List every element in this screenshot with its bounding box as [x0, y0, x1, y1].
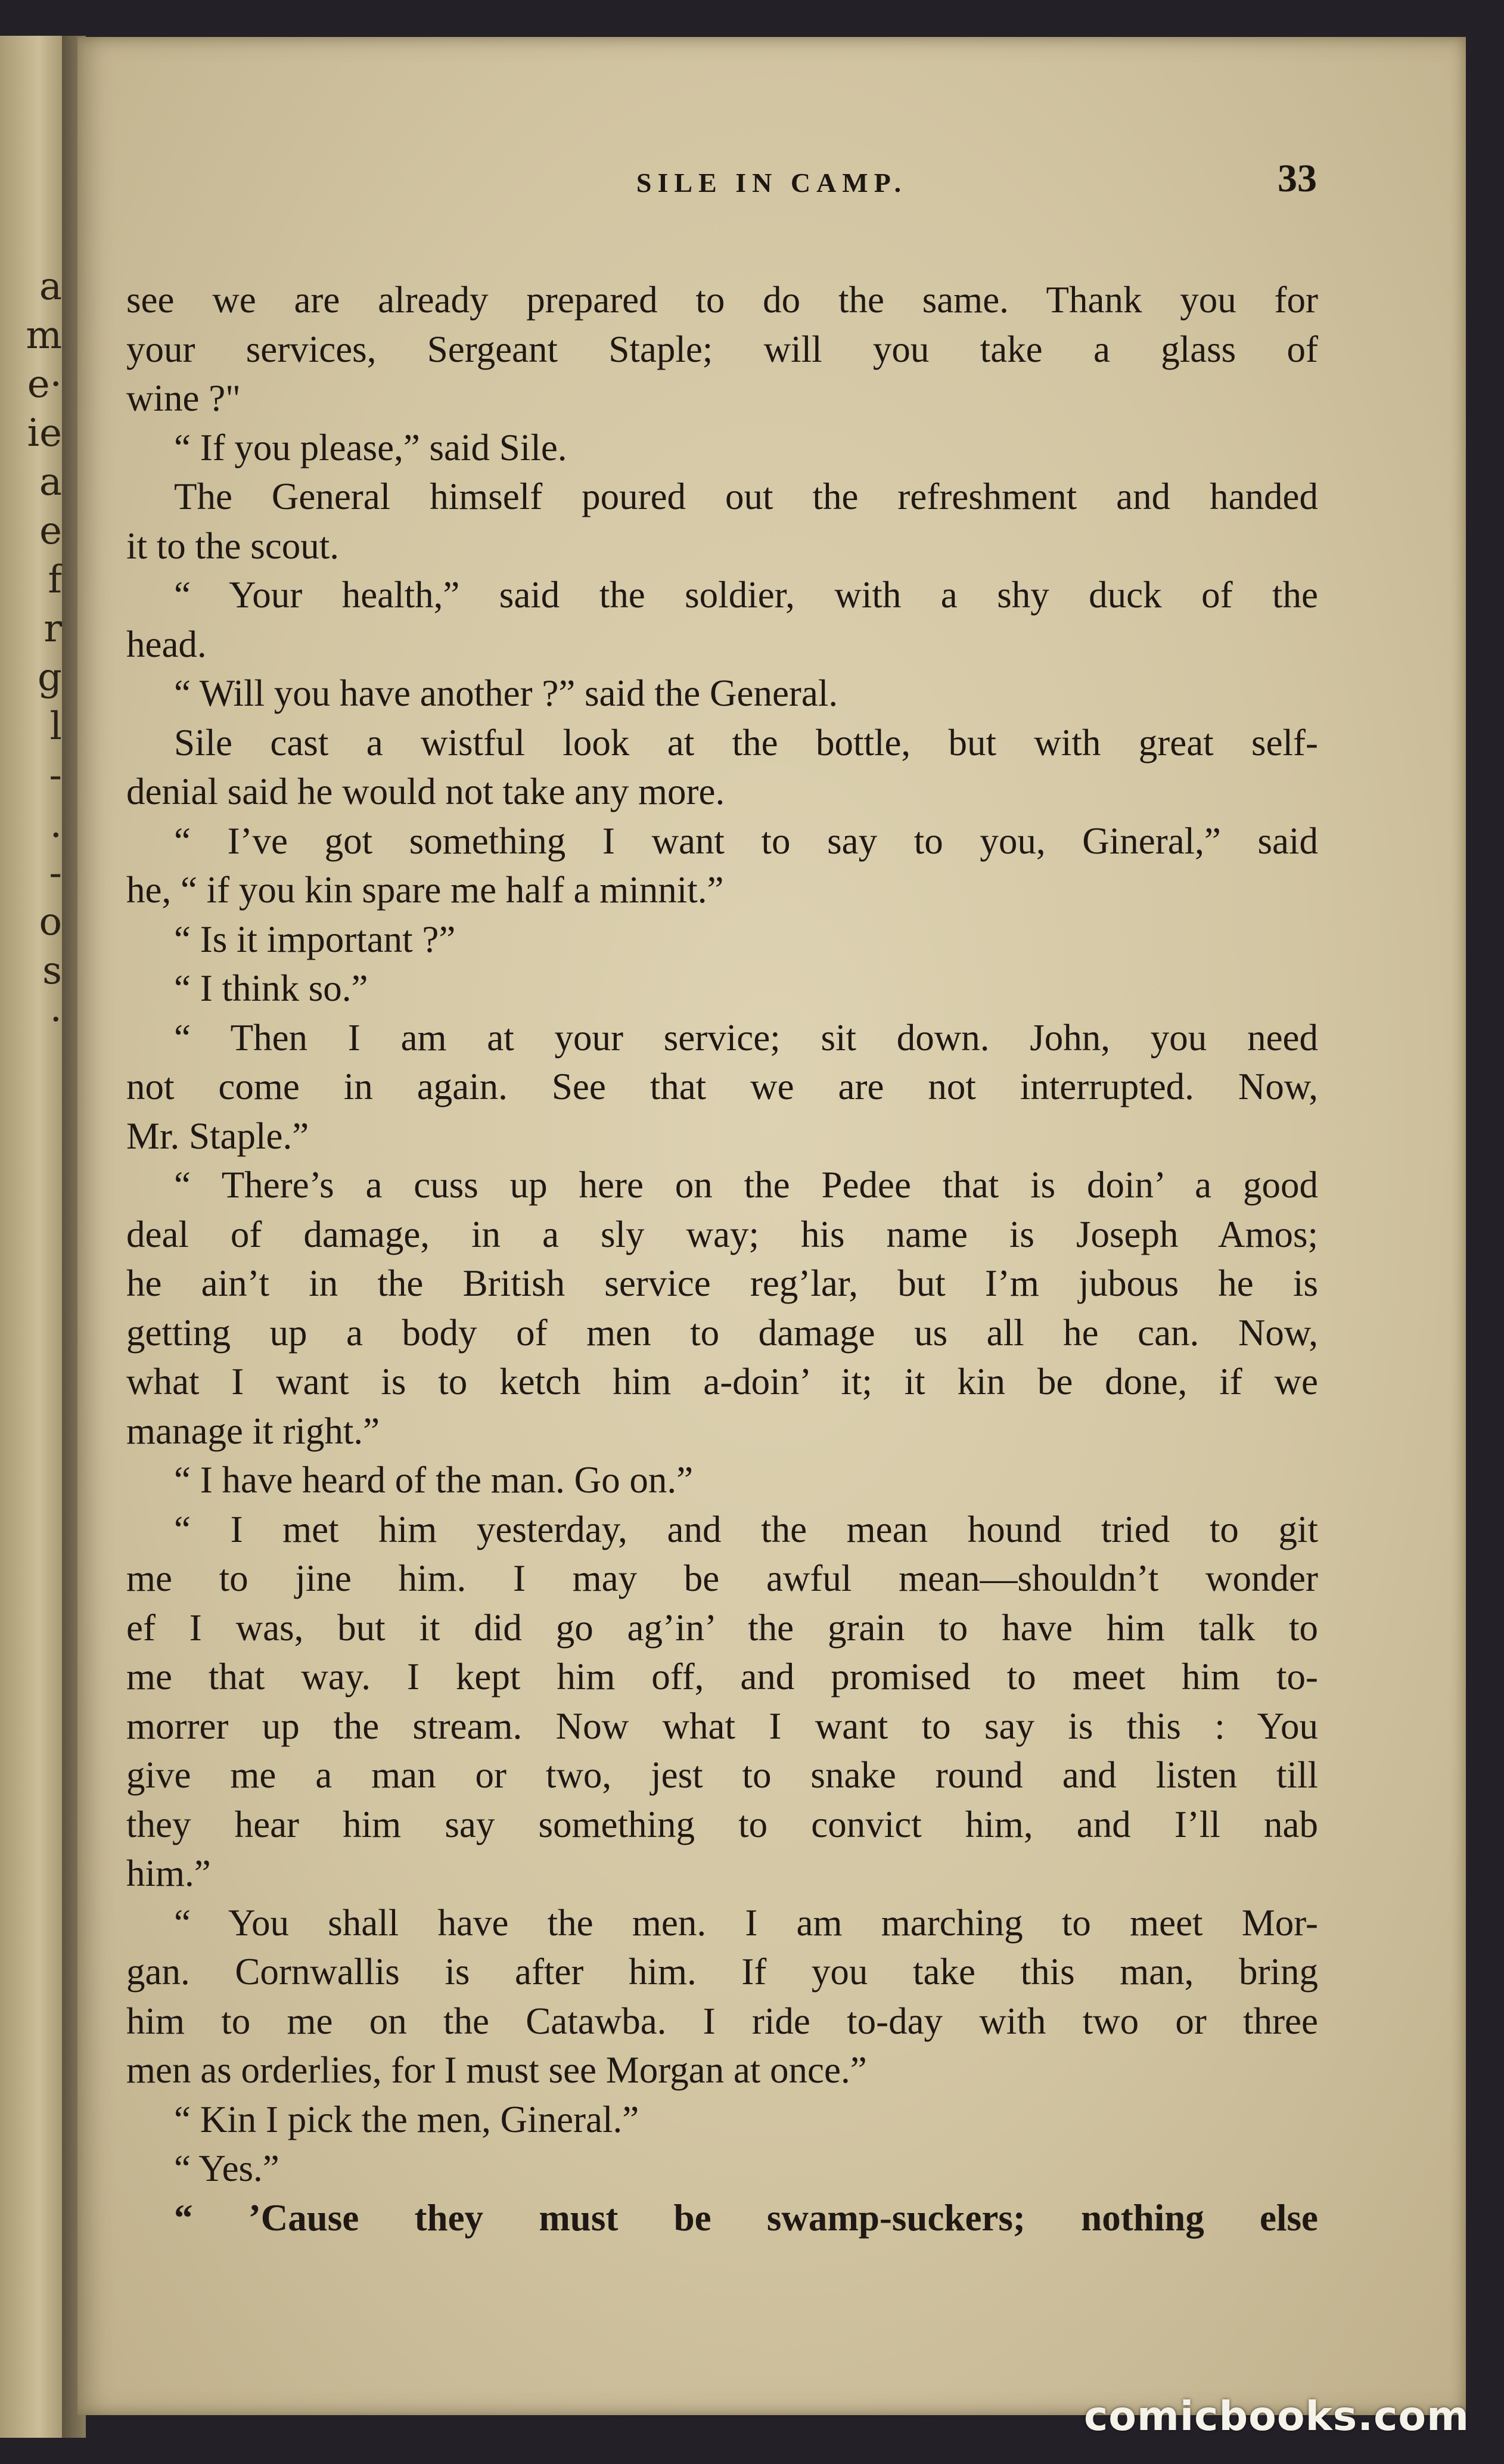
text-line: The General himself poured out the refreshment and handed — [174, 476, 1318, 517]
text-line: ef I was, but it did go ag’in’ the grain to have him talk to — [126, 1606, 1318, 1649]
text-line: “ ’Cause they must be swamp-suckers; nothing else — [174, 2196, 1318, 2239]
previous-page-fragment: - — [49, 753, 62, 797]
text-line: morrer up the stream. Now what I want to say is this : You — [126, 1705, 1318, 1747]
text-line: they hear him say something to convict him, and I’ll nab — [126, 1803, 1318, 1845]
text-line: “ I have heard of the man. Go on.” — [174, 1459, 694, 1501]
previous-page-fragment: a — [39, 460, 62, 504]
text-line: denial said he would not take any more. — [126, 771, 725, 812]
previous-page-text-fragments — [0, 262, 70, 1044]
text-line: he, “ if you kin spare me half a minnit.” — [126, 869, 724, 911]
text-line: manage it right.” — [126, 1410, 380, 1452]
text-line: me to jine him. I may be awful mean—shouldn’t wonder — [126, 1557, 1318, 1599]
previous-page-fragment: e· — [27, 362, 62, 406]
text-line: him.” — [126, 1852, 211, 1894]
text-line: deal of damage, in a sly way; his name is Joseph Amos; — [126, 1213, 1318, 1255]
text-line: “ You shall have the men. I am marching to meet Mor- — [174, 1901, 1318, 1944]
text-line: me that way. I kept him off, and promised to meet him to- — [126, 1656, 1318, 1698]
text-line: it to the scout. — [126, 525, 339, 567]
text-line: not come in again. See that we are not interrupted. Now, — [126, 1066, 1318, 1107]
previous-page-fragment: g — [38, 656, 62, 700]
watermark: comicbooks.com — [1083, 2393, 1469, 2440]
text-line: “ I’ve got something I want to say to you, Gineral,” said — [174, 820, 1318, 862]
text-line: head. — [126, 623, 207, 665]
text-line: “ Is it important ?” — [174, 918, 456, 960]
text-line: what I want is to ketch him a-doin’ it; it kin be done, if we — [126, 1361, 1318, 1402]
text-line: Mr. Staple.” — [126, 1115, 309, 1157]
text-line: give me a man or two, jest to snake round and listen till — [126, 1754, 1318, 1796]
body-text — [126, 275, 1318, 2242]
text-line: “ I met him yesterday, and the mean hound tried to git — [174, 1508, 1318, 1550]
previous-page-fragment: a — [39, 265, 62, 309]
text-line: wine ?" — [126, 377, 241, 419]
text-line: your services, Sergeant Staple; will you take a glass of — [126, 328, 1318, 370]
text-line: “ Then I am at your service; sit down. John, you need — [174, 1016, 1318, 1059]
previous-page-fragment: · — [49, 998, 62, 1042]
text-line: “ Will you have another ?” said the General. — [174, 672, 838, 714]
text-line: see we are already prepared to do the same. Thank you for — [126, 279, 1318, 321]
text-line: him to me on the Catawba. I ride to-day with two or three — [126, 2000, 1318, 2042]
previous-page-fragment: o — [39, 900, 62, 944]
text-line: he ain’t in the British service reg’lar, but I’m jubous he is — [126, 1262, 1318, 1304]
previous-page-fragment: l — [49, 705, 62, 749]
page-number: 33 — [1278, 157, 1317, 200]
text-line: getting up a body of men to damage us all he can. Now, — [126, 1311, 1318, 1354]
text-line: “ If you please,” said Sile. — [174, 426, 567, 468]
page-header — [77, 156, 1466, 222]
text-line: “ Kin I pick the men, Gineral.” — [174, 2098, 639, 2140]
text-line: men as orderlies, for I must see Morgan at once.” — [126, 2049, 867, 2091]
previous-page-fragment: m — [26, 314, 62, 358]
previous-page-edge — [0, 36, 70, 2438]
previous-page-fragment: ie — [27, 411, 62, 455]
text-line: “ Yes.” — [174, 2148, 279, 2189]
previous-page-fragment: r — [43, 607, 62, 651]
book-page — [77, 37, 1466, 2415]
text-line: gan. Cornwallis is after him. If you take this man, bring — [126, 1951, 1318, 1993]
previous-page-fragment: f — [48, 558, 62, 602]
previous-page-fragment: - — [49, 851, 62, 895]
previous-page-fragment: s — [42, 949, 62, 993]
previous-page-fragment: . — [49, 802, 62, 846]
previous-page-fragment: e — [39, 509, 62, 553]
text-line: “ Your health,” said the soldier, with a shy duck of the — [174, 574, 1318, 616]
text-line: “ There’s a cuss up here on the Pedee that is doin’ a good — [174, 1164, 1318, 1206]
text-line: Sile cast a wistful look at the bottle, but with great self- — [174, 721, 1318, 764]
running-head: SILE IN CAMP. — [636, 167, 908, 198]
text-line: “ I think so.” — [174, 967, 368, 1009]
